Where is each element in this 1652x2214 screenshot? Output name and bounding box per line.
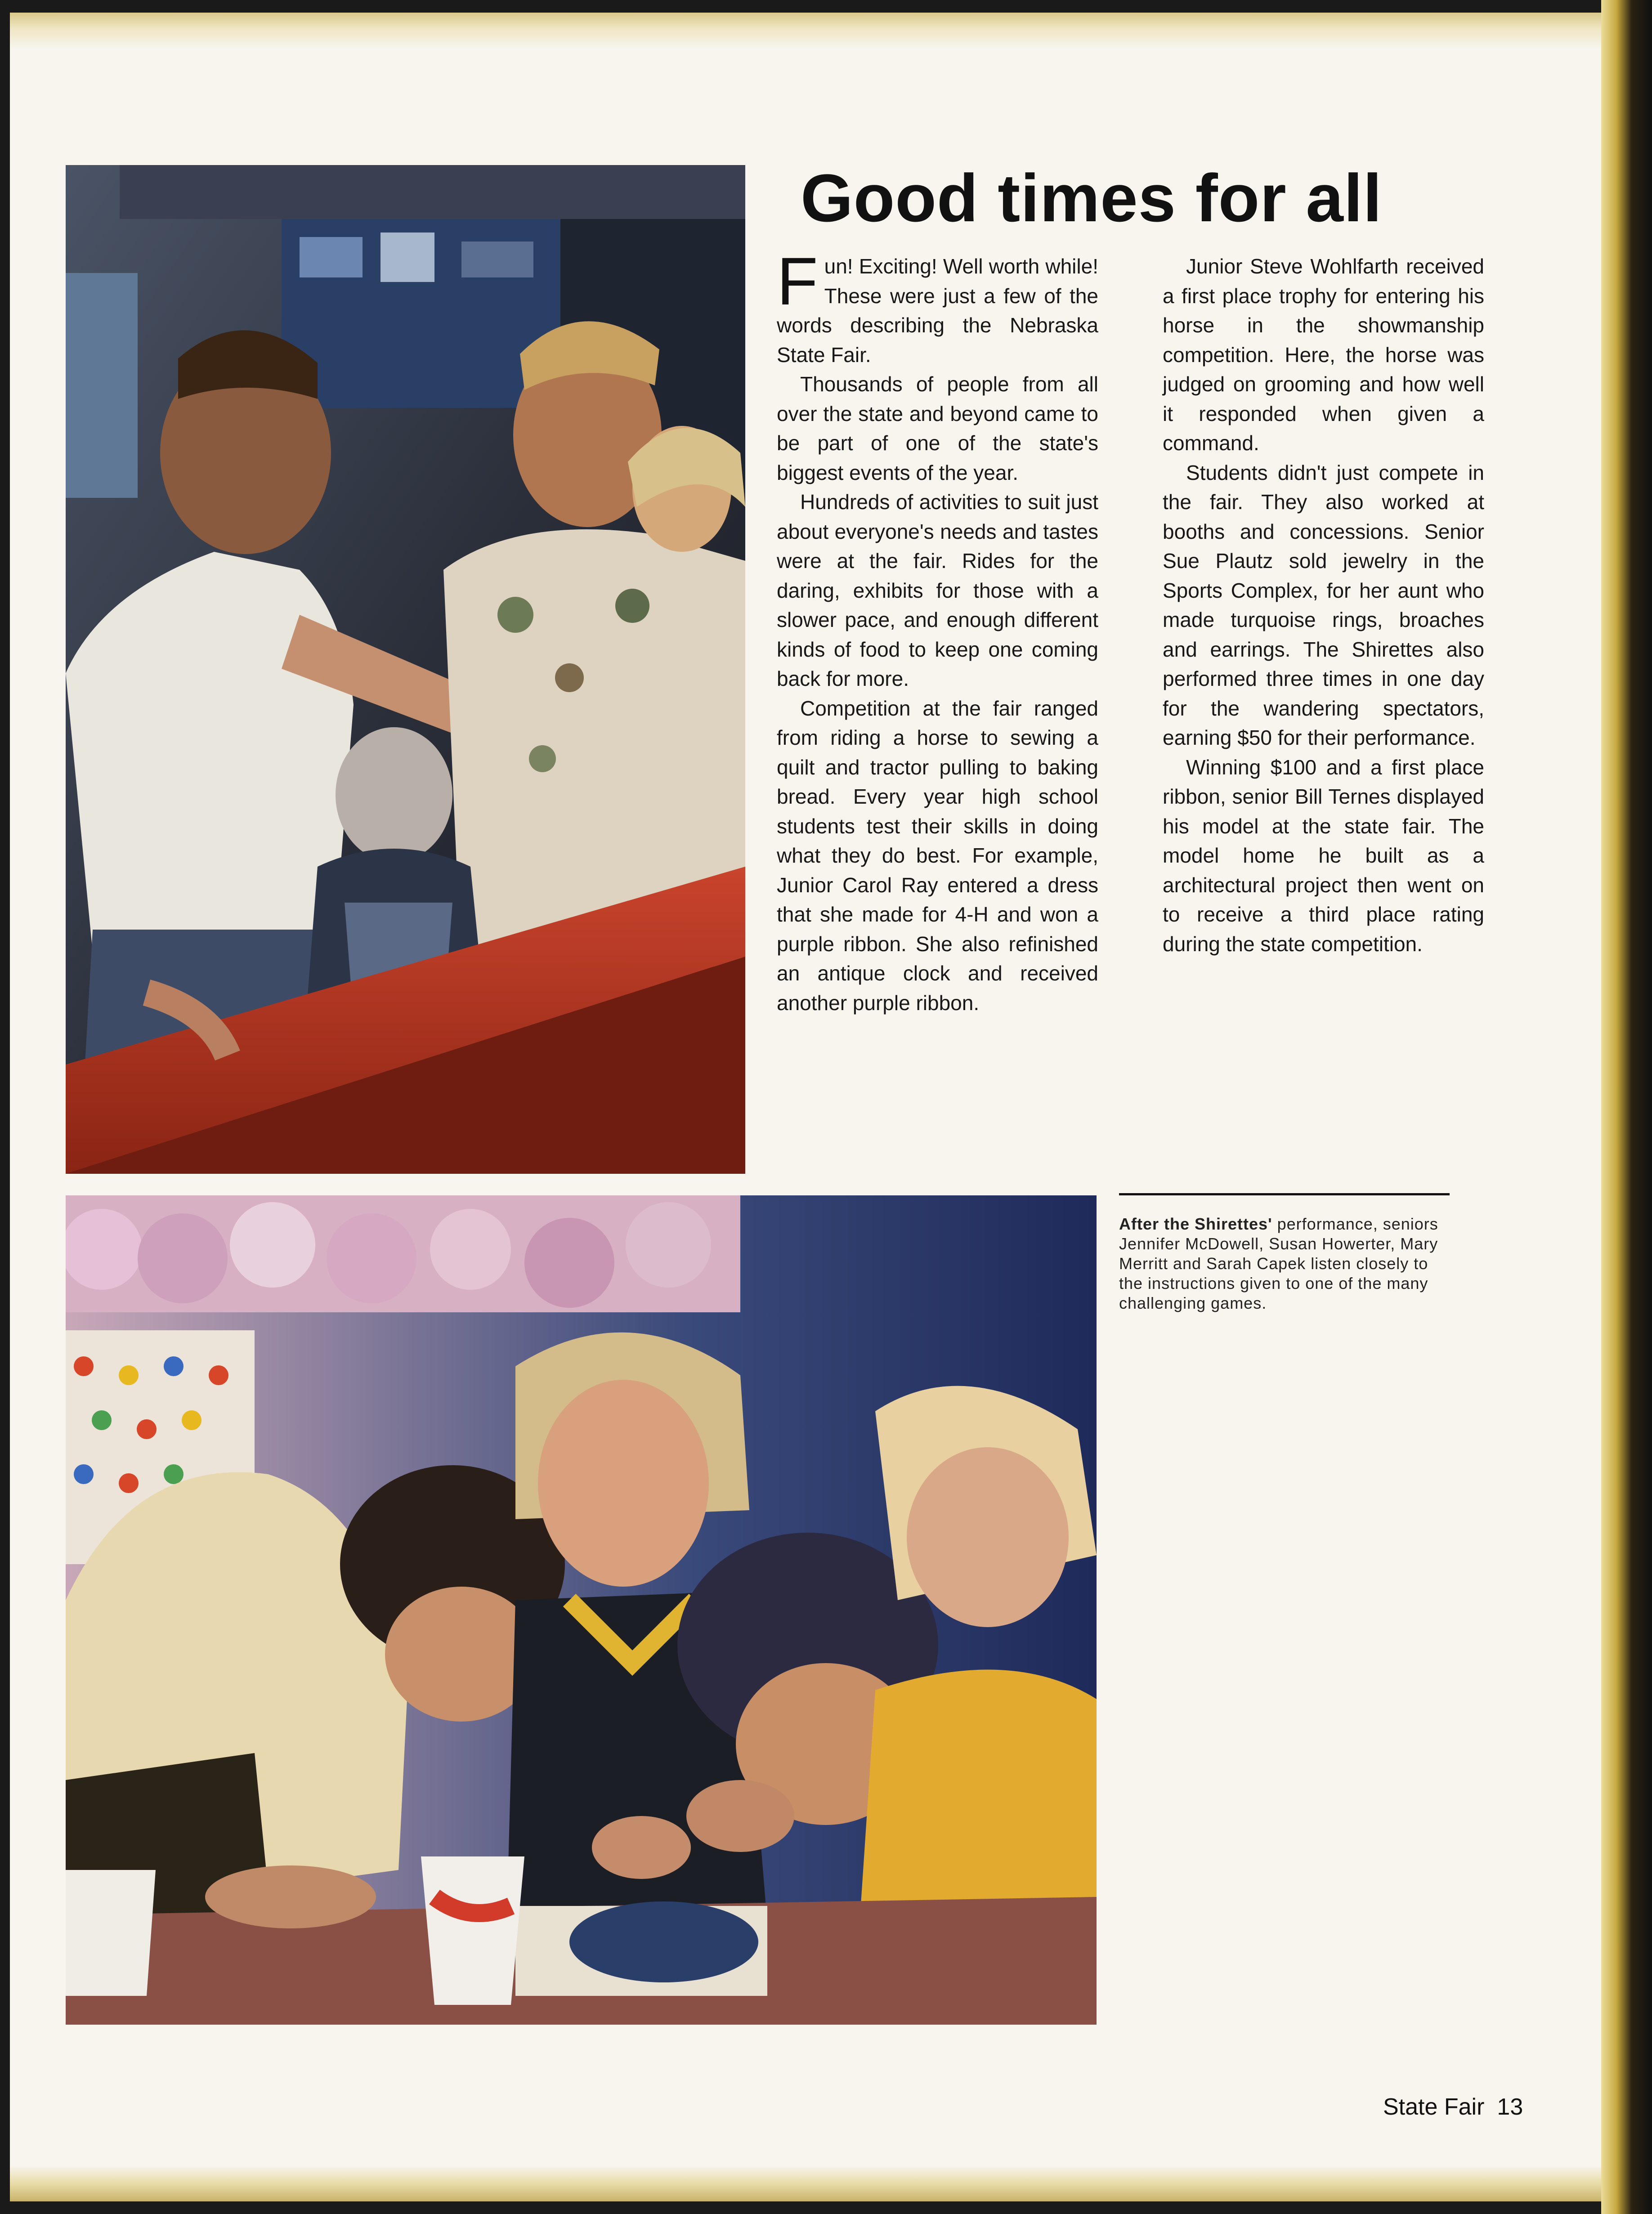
article-paragraph: Students didn't just compete in the fair. They also worked at booths and concessions. Senior Sue Plautz sold jewelry in the Sports Complex, for her aunt who made turquoise rings, broaches and earrings. The Shirettes also performed three times in one day for the wandering spectators, earning $50 for their performance. (1163, 461, 1484, 749)
section-name: State Fair (1383, 2094, 1485, 2120)
book-spine-edge (1601, 0, 1652, 2214)
photo-fair-game-counter (66, 165, 745, 1174)
article-column-right (1163, 252, 1484, 959)
scan-border-top (0, 0, 1652, 13)
page-number: 13 (1497, 2094, 1523, 2120)
photo-shirettes-at-game (66, 1195, 1097, 2025)
article-paragraph: Fun! Exciting! Well worth while! These were just a few of the words describing the Nebraska State Fair. (777, 243, 1098, 367)
caption-body: performance, seniors Jennifer McDowell, Susan Howerter, Mary Merritt and Sarah Capek listen closely to the instructions given to one of the many challenging games. (1119, 1215, 1438, 1312)
drop-cap: F (777, 243, 818, 319)
scan-border-left (0, 0, 10, 2214)
article-paragraph: Junior Steve Wohlfarth received a first place trophy for entering his horse in the showmanship competition. Here, the horse was judged on grooming and how well it responded when given a command. (1163, 255, 1484, 455)
article-paragraph: Thousands of people from all over the state and beyond came to be part of one of the state's biggest events of the year. (777, 372, 1098, 484)
caption-rule (1119, 1193, 1450, 1195)
page-edge-bottom (0, 2165, 1652, 2201)
article-paragraph: Hundreds of activities to suit just about everyone's needs and tastes were at the fair. Rides for the daring, exhibits for those with a slower pace, and enough different kinds of food to keep one coming back for more. (777, 490, 1098, 690)
scan-border-bottom (0, 2201, 1652, 2214)
article-paragraph: Competition at the fair ranged from riding a horse to sewing a quilt and tractor pulling to baking bread. Every year high school students test their skills in doing what they do best. For example, Junior Carol Ray entered a dress that she made for 4-H and won a purple ribbon. She also refinished an antique clock and received another purple ribbon. (777, 696, 1098, 1015)
article-paragraph: Winning $100 and a first place ribbon, senior Bill Ternes displayed his model at the state fair. The model home he built as a architectural project then went on to receive a third place rating during the state competition. (1163, 755, 1484, 956)
photo-caption (1119, 1214, 1450, 1313)
article-column-left (777, 243, 1098, 1018)
caption-lead: After the Shirettes' (1119, 1215, 1272, 1233)
article-headline: Good times for all (801, 160, 1383, 236)
page-edge-top (0, 13, 1652, 49)
page-folio (1383, 2091, 1563, 2123)
